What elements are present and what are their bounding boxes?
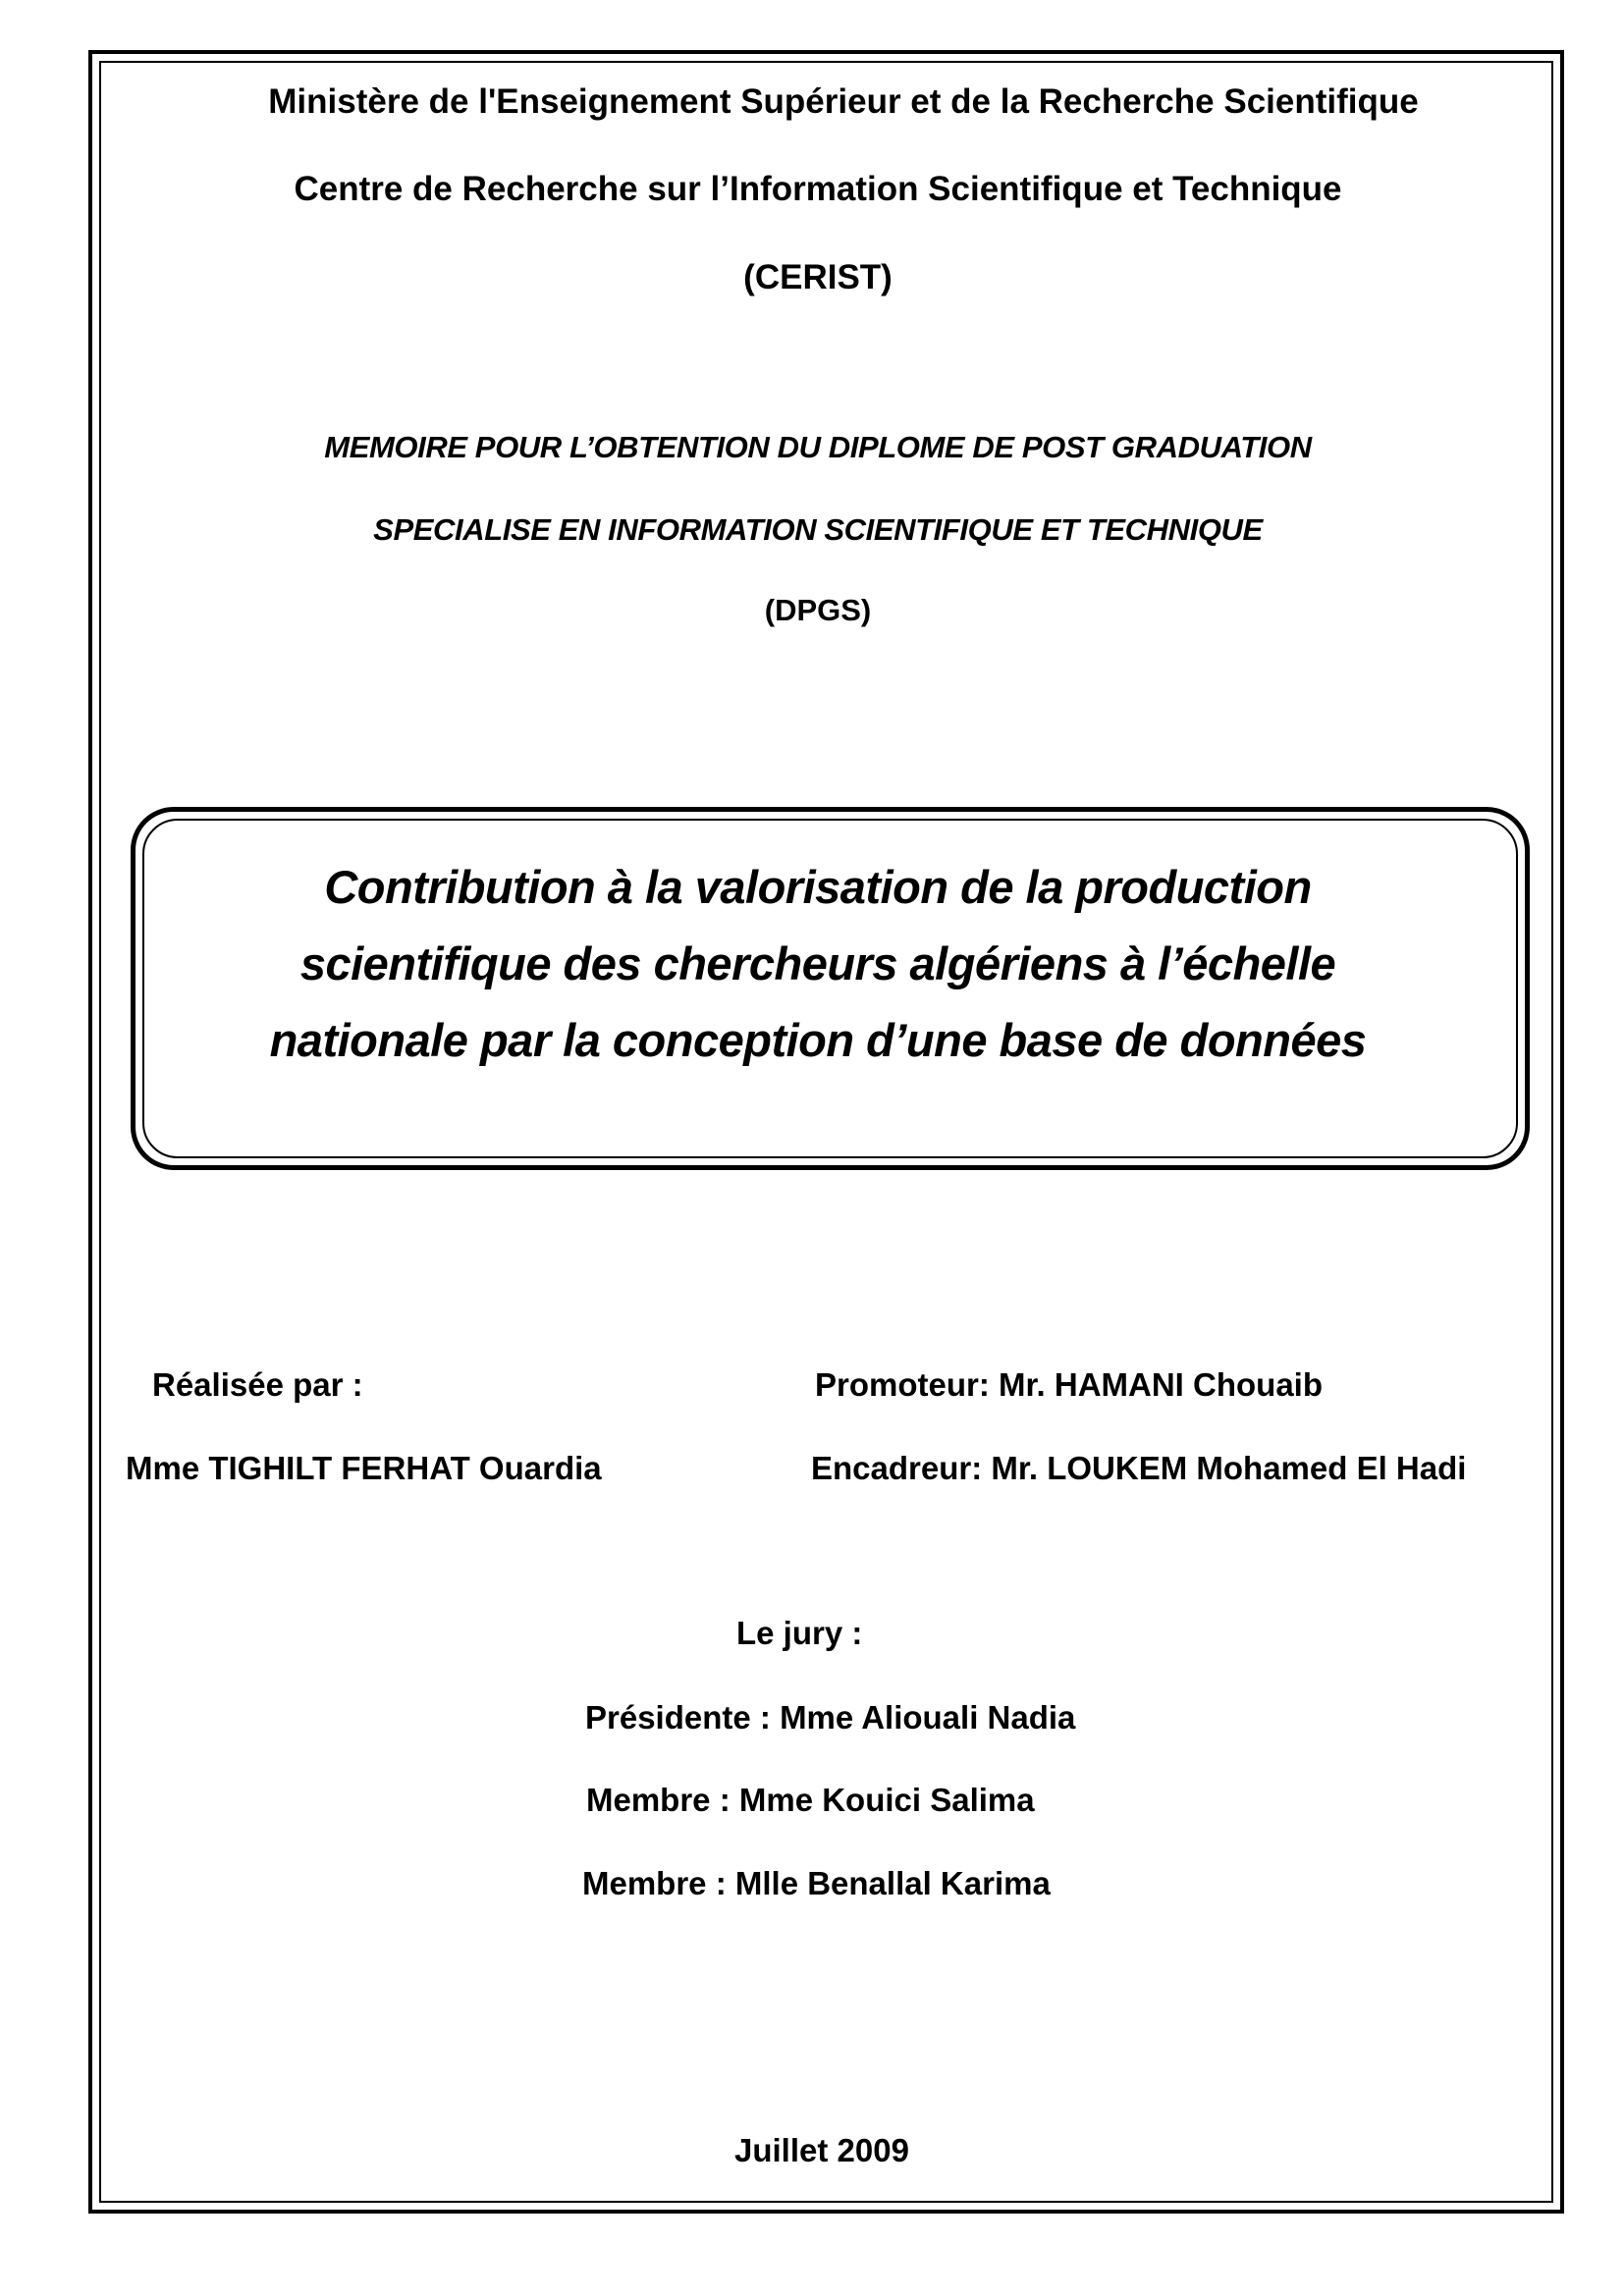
author-label: Réalisée par : bbox=[152, 1366, 363, 1403]
ministry-heading: Ministère de l'Enseignement Supérieur et de la Recherche Scientifique bbox=[268, 82, 1419, 121]
diploma-acronym: (DPGS) bbox=[764, 593, 872, 627]
jury-membre-1: Membre : Mme Kouici Salima bbox=[586, 1782, 1035, 1818]
thesis-title-line-3: nationale par la conception d’une base de données bbox=[269, 1014, 1367, 1066]
centre-acronym: (CERIST) bbox=[743, 258, 893, 296]
jury-label: Le jury : bbox=[736, 1615, 863, 1651]
memoire-line-1: MEMOIRE POUR L’OBTENTION DU DIPLOME DE POST GRADUATION bbox=[324, 430, 1312, 464]
centre-heading: Centre de Recherche sur l’Information Scientifique et Technique bbox=[294, 170, 1342, 208]
thesis-title-line-2: scientifique des chercheurs algériens à l’échelle bbox=[299, 937, 1336, 989]
memoire-line-2: SPECIALISE EN INFORMATION SCIENTIFIQUE ET TECHNIQUE bbox=[373, 512, 1263, 547]
thesis-title-line-1: Contribution à la valorisation de la production bbox=[324, 861, 1312, 913]
jury-membre-2: Membre : Mlle Benallal Karima bbox=[582, 1865, 1051, 1901]
submission-date: Juillet 2009 bbox=[734, 2132, 909, 2168]
promoteur: Promoteur: Mr. HAMANI Chouaib bbox=[815, 1366, 1323, 1403]
encadreur: Encadreur: Mr. LOUKEM Mohamed El Hadi bbox=[811, 1450, 1467, 1486]
jury-presidente: Présidente : Mme Aliouali Nadia bbox=[585, 1699, 1076, 1735]
author-name: Mme TIGHILT FERHAT Ouardia bbox=[126, 1450, 602, 1486]
